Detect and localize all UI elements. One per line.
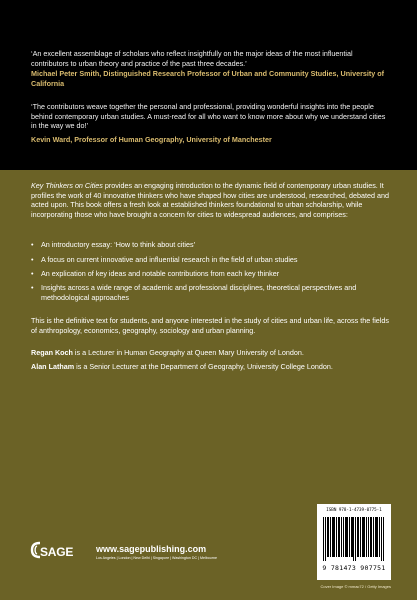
book-description — [31, 181, 389, 219]
barcode-digits: 9 781473 907751 — [322, 564, 386, 572]
barcode-icon — [323, 517, 385, 561]
bullet-text: • Insights across a wide range of academic and professional disciplines, theoretical perspectives and methodological approaches — [31, 283, 383, 302]
review-attribution-1: Michael Peter Smith, Distinguished Research Professor of Urban and Community Studies, University of California — [31, 69, 385, 88]
publisher-logo-text: SAGE — [40, 545, 74, 559]
bullet-text: • An introductory essay: ‘How to think about cities’ — [31, 240, 383, 250]
bullet-list-item — [31, 269, 383, 279]
review-quote-2: ‘The contributors weave together the personal and professional, providing wonderful insights into the people behind contemporary urban studies. A must-read for all who want to know more about why we understand cities in the way we do!’ — [31, 102, 386, 131]
publisher-cities: Los Angeles | London | New Delhi | Singapore | Washington DC | Melbourne — [96, 556, 218, 560]
isbn-label: ISBN 978-1-4739-0775-1 — [326, 507, 382, 512]
author-name: Regan Koch — [31, 348, 73, 357]
author-bio-2 — [31, 362, 389, 372]
bullet-text: • A focus on current innovative and influential research in the field of urban studies — [31, 255, 383, 265]
review-attribution-2: Kevin Ward, Professor of Human Geography, University of Manchester — [31, 135, 272, 144]
book-title: Key Thinkers on Cities — [31, 181, 103, 190]
author-bio-text: is a Lecturer in Human Geography at Queen Mary University of London. — [72, 348, 304, 357]
bullet-text: • An explication of key ideas and notable contributions from each key thinker — [31, 269, 383, 279]
author-bio-text: is a Senior Lecturer at the Department of Geography, University College London. — [74, 362, 333, 371]
author-name: Alan Latham — [31, 362, 75, 371]
bullet-list-item — [31, 255, 383, 265]
barcode — [317, 504, 391, 580]
author-bio-1 — [31, 348, 389, 358]
bullet-list-item — [31, 240, 383, 250]
review-quote-1: ‘An excellent assemblage of scholars who reflect insightfully on the major ideas of the most influential contributors to urban theory and practice of the past three decades.’ — [31, 49, 353, 68]
description-text: provides an engaging introduction to the dynamic field of contemporary urban studies. It profiles the work of 40 innovative thinkers who have shaped how cities are understood, researched, debated and acted upon. This book offers a fresh look at established thinkers foundational to urban scholarship, while incorporating those who have brought a concern for cities to widespread audiences, and comprises: — [31, 181, 389, 219]
audience-statement: This is the definitive text for students, and anyone interested in the study of cities and urban life, across the fields of anthropology, economics, geography, sociology and urban planning. — [31, 316, 389, 335]
publisher-website[interactable]: www.sagepublishing.com — [96, 544, 207, 554]
cover-image-credit: Cover Image © mmac72 / Getty Images — [320, 584, 391, 589]
bullet-list-item — [31, 283, 383, 302]
